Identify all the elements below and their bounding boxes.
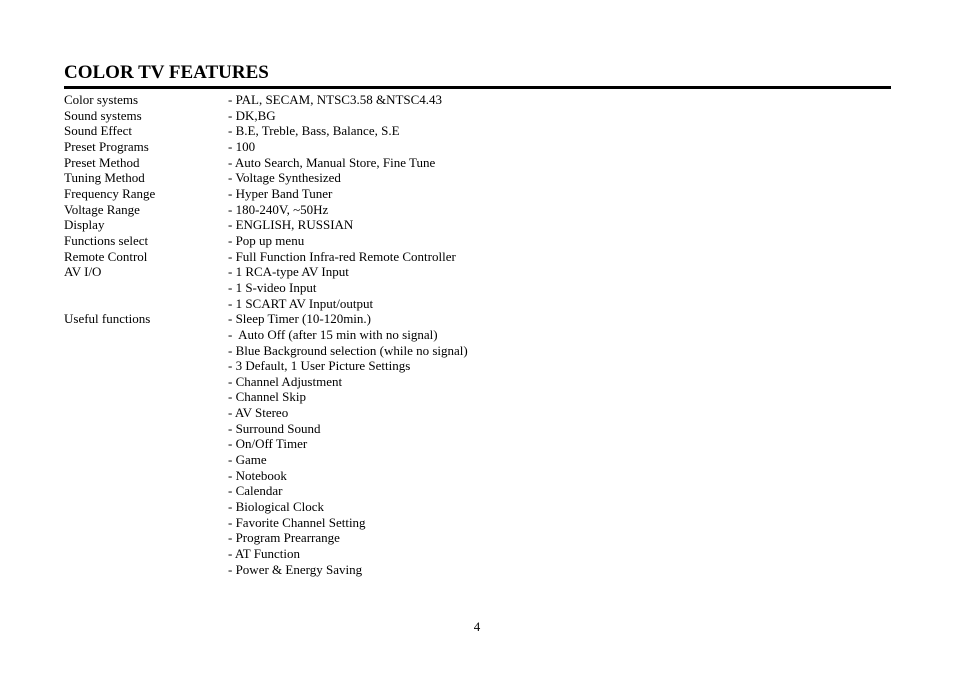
feature-value: - DK,BG (228, 107, 276, 123)
feature-label: Preset Method (64, 154, 140, 170)
feature-row (64, 170, 891, 186)
feature-row (64, 202, 891, 218)
feature-values (228, 186, 891, 202)
feature-value: - Full Function Infra-red Remote Controller (228, 248, 456, 264)
feature-value: - Channel Skip (228, 389, 306, 405)
title-divider (64, 86, 891, 89)
feature-value: - 3 Default, 1 User Picture Settings (228, 358, 411, 374)
feature-values (228, 217, 891, 233)
feature-value: - 1 RCA-type AV Input (228, 264, 349, 280)
feature-values (228, 249, 891, 265)
feature-value: - 180-240V, ~50Hz (228, 201, 329, 217)
feature-label: Color systems (64, 92, 139, 107)
feature-value: - 100 (228, 138, 256, 154)
feature-value: - Game (228, 452, 267, 468)
feature-value: - Auto Off (after 15 min with no signal) (228, 326, 438, 342)
feature-label: Display (64, 217, 105, 233)
feature-value: - Blue Background selection (while no signal) (228, 342, 468, 358)
page-number: 4 (473, 619, 481, 634)
feature-value: - Favorite Channel Setting (228, 514, 366, 530)
feature-values (228, 123, 891, 139)
feature-value: - ENGLISH, RUSSIAN (228, 217, 354, 233)
feature-value: - Power & Energy Saving (228, 561, 363, 577)
feature-label: Sound Effect (64, 123, 132, 139)
feature-value: - Surround Sound (228, 420, 321, 436)
feature-values (228, 311, 891, 577)
feature-value: - Sleep Timer (10-120min.) (228, 311, 371, 327)
feature-label: AV I/O (64, 264, 102, 280)
feature-values (228, 170, 891, 186)
feature-values (228, 92, 891, 108)
feature-label: Voltage Range (64, 201, 140, 217)
feature-value: - On/Off Timer (228, 436, 308, 452)
page-title: COLOR TV FEATURES (64, 62, 269, 83)
feature-row (64, 217, 891, 233)
feature-row (64, 123, 891, 139)
feature-values (228, 264, 891, 311)
feature-value: - 1 S-video Input (228, 279, 317, 295)
feature-value: - PAL, SECAM, NTSC3.58 &NTSC4.43 (228, 92, 443, 107)
feature-label: Useful functions (64, 311, 151, 327)
feature-label: Functions select (64, 232, 149, 248)
feature-values (228, 202, 891, 218)
feature-value: - Channel Adjustment (228, 373, 343, 389)
feature-value: - Notebook (228, 467, 287, 483)
feature-value: - Auto Search, Manual Store, Fine Tune (228, 154, 436, 170)
feature-values (228, 139, 891, 155)
feature-row (64, 92, 891, 108)
feature-row (64, 139, 891, 155)
feature-value: - AV Stereo (228, 405, 289, 421)
feature-row (64, 186, 891, 202)
feature-row (64, 249, 891, 265)
feature-value: - B.E, Treble, Bass, Balance, S.E (228, 123, 400, 139)
feature-value: - Hyper Band Tuner (228, 185, 333, 201)
feature-values (228, 233, 891, 249)
feature-label: Remote Control (64, 248, 148, 264)
feature-row (64, 108, 891, 124)
features-table (64, 92, 891, 577)
feature-value: - Voltage Synthesized (228, 170, 341, 186)
feature-values (228, 108, 891, 124)
feature-value: - Pop up menu (228, 232, 305, 248)
feature-value: - Program Prearrange (228, 530, 340, 546)
feature-value: - Biological Clock (228, 499, 325, 515)
feature-row (64, 264, 891, 311)
feature-row (64, 233, 891, 249)
feature-values (228, 155, 891, 171)
feature-value: - Calendar (228, 483, 283, 499)
feature-label: Frequency Range (64, 185, 156, 201)
feature-row (64, 311, 891, 577)
feature-value: - 1 SCART AV Input/output (228, 295, 374, 311)
feature-value: - AT Function (228, 546, 300, 562)
feature-label: Preset Programs (64, 138, 149, 154)
feature-label: Sound systems (64, 107, 142, 123)
feature-label: Tuning Method (64, 170, 145, 186)
feature-row (64, 155, 891, 171)
